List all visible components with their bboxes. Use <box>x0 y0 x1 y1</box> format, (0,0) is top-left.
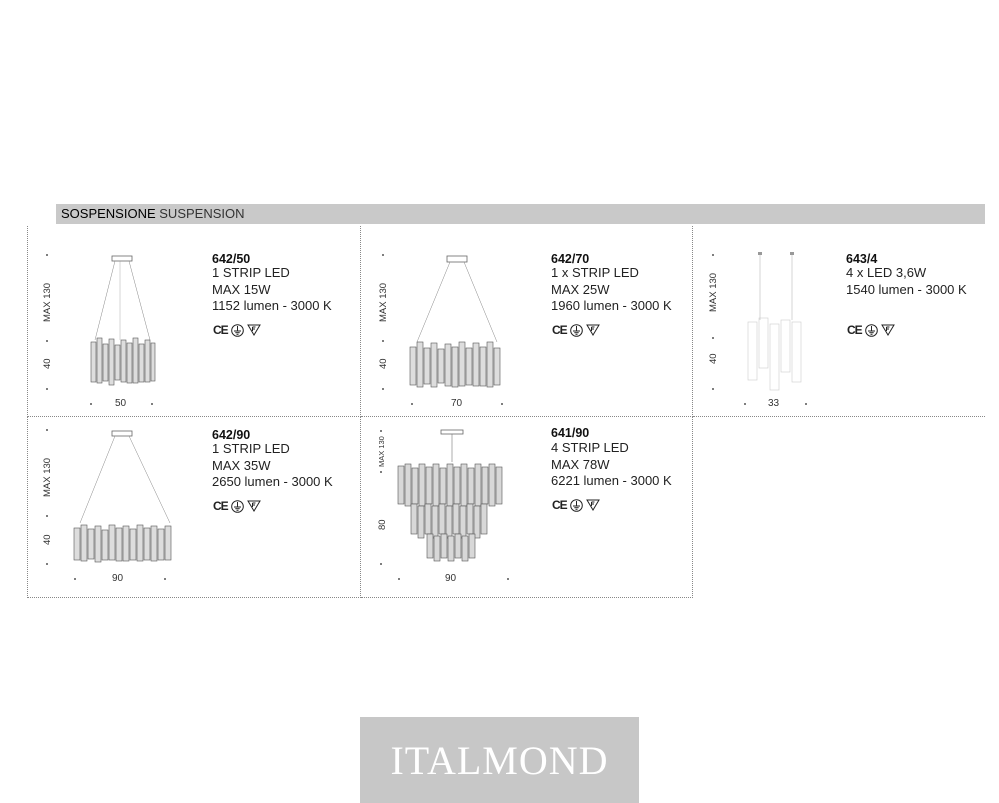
ce-mark-icon: CE <box>847 323 862 337</box>
spec-line: 1 STRIP LED <box>212 265 290 280</box>
height-body-label: 40 <box>42 534 53 545</box>
certification-marks <box>213 499 261 513</box>
certification-marks <box>552 498 600 512</box>
spec-line: 1 x STRIP LED <box>551 265 639 280</box>
ground-symbol-icon <box>865 324 878 337</box>
dimension-dot <box>380 471 382 473</box>
dimension-dot <box>46 340 48 342</box>
spec-line: MAX 78W <box>551 456 610 472</box>
product-specs <box>551 440 672 490</box>
certification-marks <box>213 323 261 337</box>
dimension-dot <box>382 388 384 390</box>
dimension-dot <box>382 254 384 256</box>
height-body-label: 40 <box>708 353 719 364</box>
spec-line: 6221 lumen - 3000 K <box>551 473 672 488</box>
triangle-f-mark-icon <box>247 324 261 336</box>
spec-line: 1540 lumen - 3000 K <box>846 281 967 297</box>
product-cell-643-4 <box>693 226 985 417</box>
height-max-label: MAX 130 <box>708 272 719 312</box>
dimension-dot <box>46 563 48 565</box>
dimension-dot <box>46 429 48 431</box>
pendant-drawing-642-50 <box>85 252 160 392</box>
dimension-dot <box>712 254 714 256</box>
width-label: 70 <box>451 398 463 409</box>
dimension-dot <box>151 403 153 405</box>
dimension-dot <box>398 578 400 580</box>
product-specs <box>212 265 332 315</box>
spec-line: 1960 lumen - 3000 K <box>551 298 672 313</box>
certification-marks <box>847 323 895 337</box>
ground-symbol-icon <box>231 324 244 337</box>
product-cell-642-50 <box>27 226 361 417</box>
height-body-label: 40 <box>42 358 53 369</box>
dimension-dot <box>411 403 413 405</box>
width-label: 90 <box>112 573 124 584</box>
triangle-f-mark-icon <box>586 324 600 336</box>
ground-symbol-icon <box>570 324 583 337</box>
dimension-dot <box>501 403 503 405</box>
certification-marks <box>552 323 600 337</box>
height-body-label: 40 <box>378 358 389 369</box>
ce-mark-icon: CE <box>552 498 567 512</box>
dimension-dot <box>46 254 48 256</box>
spec-line: 2650 lumen - 3000 K <box>212 474 333 489</box>
spec-line: MAX 35W <box>212 457 271 473</box>
pendant-drawing-642-70 <box>405 252 510 392</box>
brand-logo: ITALMOND <box>360 717 639 803</box>
ce-mark-icon: CE <box>552 323 567 337</box>
pendant-drawing-642-90 <box>70 428 180 568</box>
product-code: 642/90 <box>212 428 251 442</box>
dimension-dot <box>507 578 509 580</box>
pendant-drawing-641-90 <box>395 428 510 568</box>
height-max-label: MAX 130 <box>42 457 53 497</box>
product-code: 642/70 <box>551 252 590 266</box>
product-code: 641/90 <box>551 426 590 440</box>
spec-line: 1 STRIP LED <box>212 441 290 456</box>
dimension-dot <box>380 563 382 565</box>
spec-line: MAX 15W <box>212 281 271 297</box>
section-title-sub: SUSPENSION <box>159 206 245 221</box>
triangle-f-mark-icon <box>881 324 895 336</box>
ground-symbol-icon <box>570 499 583 512</box>
triangle-f-mark-icon <box>247 500 261 512</box>
section-title-main: SOSPENSIONE <box>61 206 156 221</box>
dimension-dot <box>90 403 92 405</box>
dimension-dot <box>74 578 76 580</box>
section-header <box>56 204 985 224</box>
product-specs <box>212 441 333 491</box>
width-label: 50 <box>115 398 127 409</box>
product-specs <box>846 265 967 298</box>
spec-line: 4 x LED 3,6W <box>846 265 927 280</box>
spec-line: MAX 25W <box>551 281 610 297</box>
dimension-dot <box>712 337 714 339</box>
ground-symbol-icon <box>231 500 244 513</box>
dimension-dot <box>46 388 48 390</box>
height-body-label: 80 <box>377 519 388 530</box>
width-label: 90 <box>445 573 457 584</box>
ce-mark-icon: CE <box>213 323 228 337</box>
height-max-label: MAX 130 <box>377 436 386 467</box>
dimension-dot <box>380 430 382 432</box>
dimension-dot <box>744 403 746 405</box>
product-code: 643/4 <box>846 252 878 266</box>
pendant-drawing-643-4 <box>738 250 813 395</box>
ce-mark-icon: CE <box>213 499 228 513</box>
product-code: 642/50 <box>212 252 251 266</box>
dimension-dot <box>382 340 384 342</box>
dimension-dot <box>805 403 807 405</box>
width-label: 33 <box>768 398 780 409</box>
dimension-dot <box>164 578 166 580</box>
height-max-label: MAX 130 <box>42 282 53 322</box>
product-specs <box>551 265 672 315</box>
dimension-dot <box>46 515 48 517</box>
spec-line: 1152 lumen - 3000 K <box>212 298 332 313</box>
triangle-f-mark-icon <box>586 499 600 511</box>
spec-line: 4 STRIP LED <box>551 440 629 455</box>
height-max-label: MAX 130 <box>378 282 389 322</box>
dimension-dot <box>712 388 714 390</box>
